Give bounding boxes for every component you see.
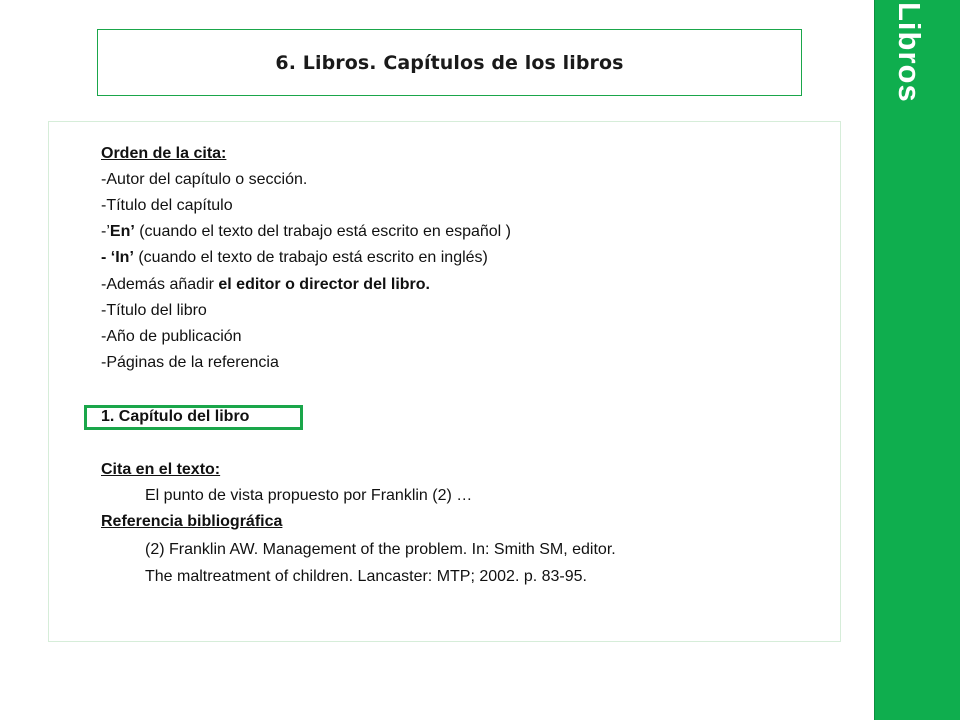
item-in-bold: - ‘In’: [101, 249, 134, 266]
item-chapter-title: -Título del capítulo: [101, 197, 233, 214]
item-year: -Año de publicación: [101, 328, 242, 345]
content-box: [48, 121, 841, 642]
item-en-rest: (cuando el texto del trabajo está escrito en español ): [134, 223, 512, 240]
item-en-bold: En’: [109, 223, 135, 240]
item-editor-prefix: -Además añadir: [101, 276, 219, 293]
reference-line-2: The maltreatment of children. Lancaster: MTP; 2002. p. 83-95.: [145, 568, 587, 585]
side-label: Libros: [892, 2, 927, 103]
item-editor-bold: el editor o director del libro.: [218, 276, 430, 293]
citation-heading: Cita en el texto:: [101, 461, 221, 478]
item-in: [101, 248, 488, 268]
item-en-prefix: -’: [101, 223, 110, 240]
item-in-rest: (cuando el texto de trabajo está escrito en inglés): [133, 249, 488, 266]
slide-title: 6. Libros. Capítulos de los libros: [275, 51, 624, 74]
example-heading: 1. Capítulo del libro: [101, 408, 250, 425]
side-bar: [874, 0, 960, 720]
item-en: [101, 222, 511, 242]
title-box: [97, 29, 802, 96]
item-pages: -Páginas de la referencia: [101, 354, 279, 371]
item-book-title: -Título del libro: [101, 302, 207, 319]
reference-line-1: (2) Franklin AW. Management of the problem. In: Smith SM, editor.: [145, 541, 616, 558]
order-heading: Orden de la cita:: [101, 145, 227, 162]
item-author: -Autor del capítulo o sección.: [101, 171, 308, 188]
item-editor: [101, 275, 430, 295]
reference-heading: Referencia bibliográfica: [101, 513, 283, 530]
citation-text: El punto de vista propuesto por Franklin (2) …: [145, 487, 473, 504]
